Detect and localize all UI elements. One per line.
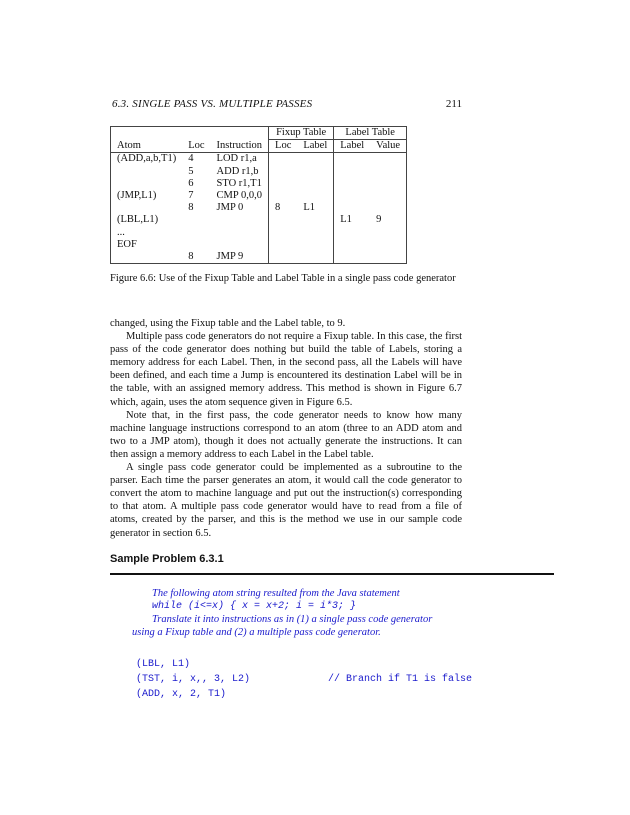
table-row: 8 JMP 9 bbox=[111, 251, 407, 264]
table-row: EOF bbox=[111, 239, 407, 251]
table-row: ... bbox=[111, 227, 407, 239]
paragraph: Note that, in the first pass, the code generator needs to know how many machine language instructions correspond to an atom (three to an ADD atom and two to a JMP atom), though it does not actually generate the instructions. It can then assign a memory address to each Label in the Label table. bbox=[110, 409, 462, 460]
paragraph: A single pass code generator could be implemented as a subroutine to the parser. Each time the parser generates an atom, it would call the code generator to convert the atom to machine language and put out the instruction(s) corresponding to that atom. A multiple pass code generator would have to read from a file of atoms, created by the parser, and this is the method we use in our sample code generator in section 6.5. bbox=[110, 462, 462, 539]
figure-caption: Figure 6.6: Use of the Fixup Table and Label Table in a single pass code generator bbox=[110, 273, 456, 284]
col-header-atom: Atom bbox=[111, 140, 183, 153]
col-header-instruction: Instruction bbox=[211, 140, 269, 153]
table-group-header-row bbox=[111, 127, 407, 140]
table-row: 5 ADD r1,b bbox=[111, 166, 407, 178]
col-header-fixup-loc: Loc bbox=[269, 140, 298, 153]
java-statement: while (i<=x) { x = x+2; i = i*3; } bbox=[152, 601, 357, 612]
page-number: 211 bbox=[445, 98, 462, 110]
code-line: (TST, i, x,, 3, L2) // Branch if T1 is false bbox=[136, 674, 473, 685]
code-listing bbox=[136, 657, 472, 702]
col-header-loc: Loc bbox=[182, 140, 210, 153]
table-row: (ADD,a,b,T1) 4 LOD r1,a bbox=[111, 153, 407, 166]
table-row: 8 JMP 0 8 L1 bbox=[111, 202, 407, 214]
body-text bbox=[110, 317, 462, 540]
sample-problem-title: Sample Problem 6.3.1 bbox=[110, 553, 224, 565]
problem-line: The following atom string resulted from the Java statement bbox=[152, 588, 400, 599]
sample-problem-statement bbox=[132, 587, 452, 639]
fixup-label-table bbox=[110, 126, 407, 264]
horizontal-rule bbox=[110, 573, 554, 575]
fixup-table-header: Fixup Table bbox=[269, 127, 334, 140]
paragraph: changed, using the Fixup table and the Label table, to 9. bbox=[110, 318, 346, 329]
code-line: (ADD, x, 2, T1) bbox=[136, 689, 227, 700]
code-line: (LBL, L1) bbox=[136, 659, 191, 670]
running-header bbox=[112, 98, 462, 110]
table-row: (JMP,L1) 7 CMP 0,0,0 bbox=[111, 190, 407, 202]
section-title: 6.3. SINGLE PASS VS. MULTIPLE PASSES bbox=[112, 98, 313, 110]
col-header-fixup-label: Label bbox=[297, 140, 333, 153]
table-row: 6 STO r1,T1 bbox=[111, 178, 407, 190]
table-row: (LBL,L1) L1 9 bbox=[111, 214, 407, 226]
label-table-header: Label Table bbox=[334, 127, 407, 140]
col-header-label: Label bbox=[334, 140, 370, 153]
col-header-value: Value bbox=[370, 140, 406, 153]
problem-line: Translate it into instructions as in (1) a single pass code generator using a Fixup table and (2) a multiple pass code generator. bbox=[132, 614, 433, 638]
table-column-header-row bbox=[111, 140, 407, 153]
paragraph: Multiple pass code generators do not require a Fixup table. In this case, the first pass of the code generator does nothing but build the table of Labels, storing a memory address for each Label. Then, in the second pass, all the Labels will have been defined, and each time a Jump is encountered its destination Label will be in the table, with an assigned memory address. This method is shown in Figure 6.7 which, again, uses the atom sequence given in Figure 6.5. bbox=[110, 331, 462, 408]
